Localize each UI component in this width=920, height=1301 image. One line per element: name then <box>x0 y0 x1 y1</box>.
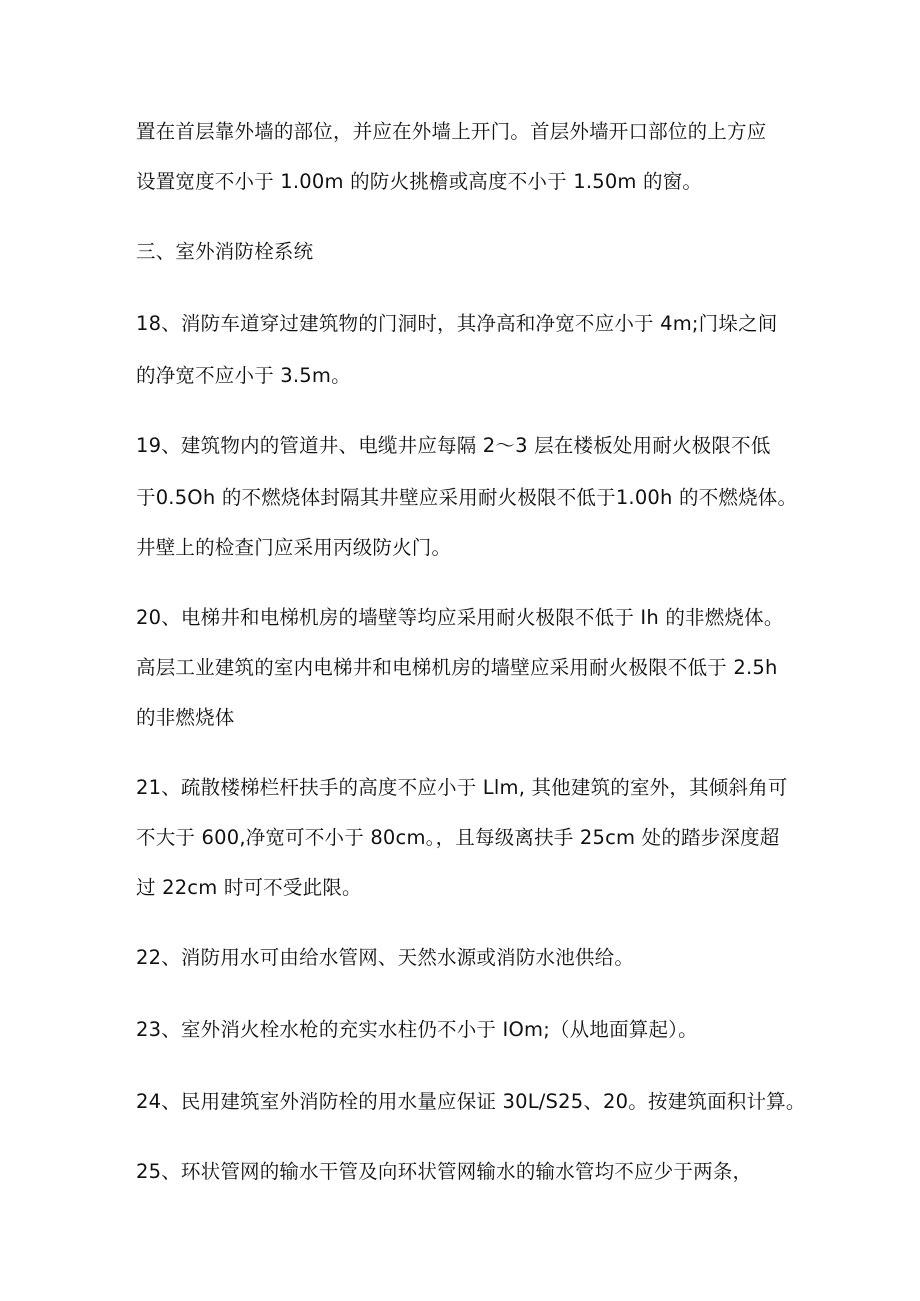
paragraph-line: 的净宽不应小于 3.5m。 <box>136 364 351 387</box>
paragraph-line: 21、疏散楼梯栏杆扶手的高度不应小于 Llm, 其他建筑的室外，其倾斜角可 <box>136 776 788 799</box>
paragraph-line: 井壁上的检查门应采用丙级防火门。 <box>136 536 452 559</box>
paragraph-line: 18、消防车道穿过建筑物的门洞时，其净高和净宽不应小于 4m;门垛之间 <box>136 312 778 335</box>
paragraph-line: 高层工业建筑的室内电梯井和电梯机房的墙壁应采用耐火极限不低于 2.5h <box>136 656 778 679</box>
paragraph-line: 22、消防用水可由给水管网、天然水源或消防水池供给。 <box>136 946 635 969</box>
paragraph-line: 置在首层靠外墙的部位，并应在外墙上开门。首层外墙开口部位的上方应 <box>136 120 767 143</box>
paragraph-line: 不大于 600,净宽可不小于 80cm。，且每级离扶手 25cm 处的踏步深度超 <box>136 826 780 849</box>
paragraph-line: 24、民用建筑室外消防栓的用水量应保证 30L/S25、20。按建筑面积计算。 <box>136 1090 806 1113</box>
paragraph-line: 23、室外消火栓水枪的充实水柱仍不小于 IOm;（从地面算起）。 <box>136 1018 698 1041</box>
paragraph-line: 20、电梯井和电梯机房的墙壁等均应采用耐火极限不低于 Ih 的非燃烧体。 <box>136 606 784 629</box>
paragraph-line: 过 22cm 时可不受此限。 <box>136 876 362 899</box>
paragraph-line: 设置宽度不小于 1.00m 的防火挑檐或高度不小于 1.50m 的窗。 <box>136 170 703 193</box>
paragraph-line: 19、建筑物内的管道井、电缆井应每隔 2～3 层在楼板处用耐火极限不低 <box>136 434 771 457</box>
paragraph-line: 25、环状管网的输水干管及向环状管网输水的输水管均不应少于两条， <box>136 1160 753 1183</box>
paragraph-line: 的非燃烧体 <box>136 706 235 729</box>
paragraph-line: 于0.5Oh 的不燃烧体封隔其井壁应采用耐火极限不低于1.00h 的不燃烧体。 <box>136 486 798 509</box>
section-heading: 三、室外消防栓系统 <box>136 240 314 263</box>
